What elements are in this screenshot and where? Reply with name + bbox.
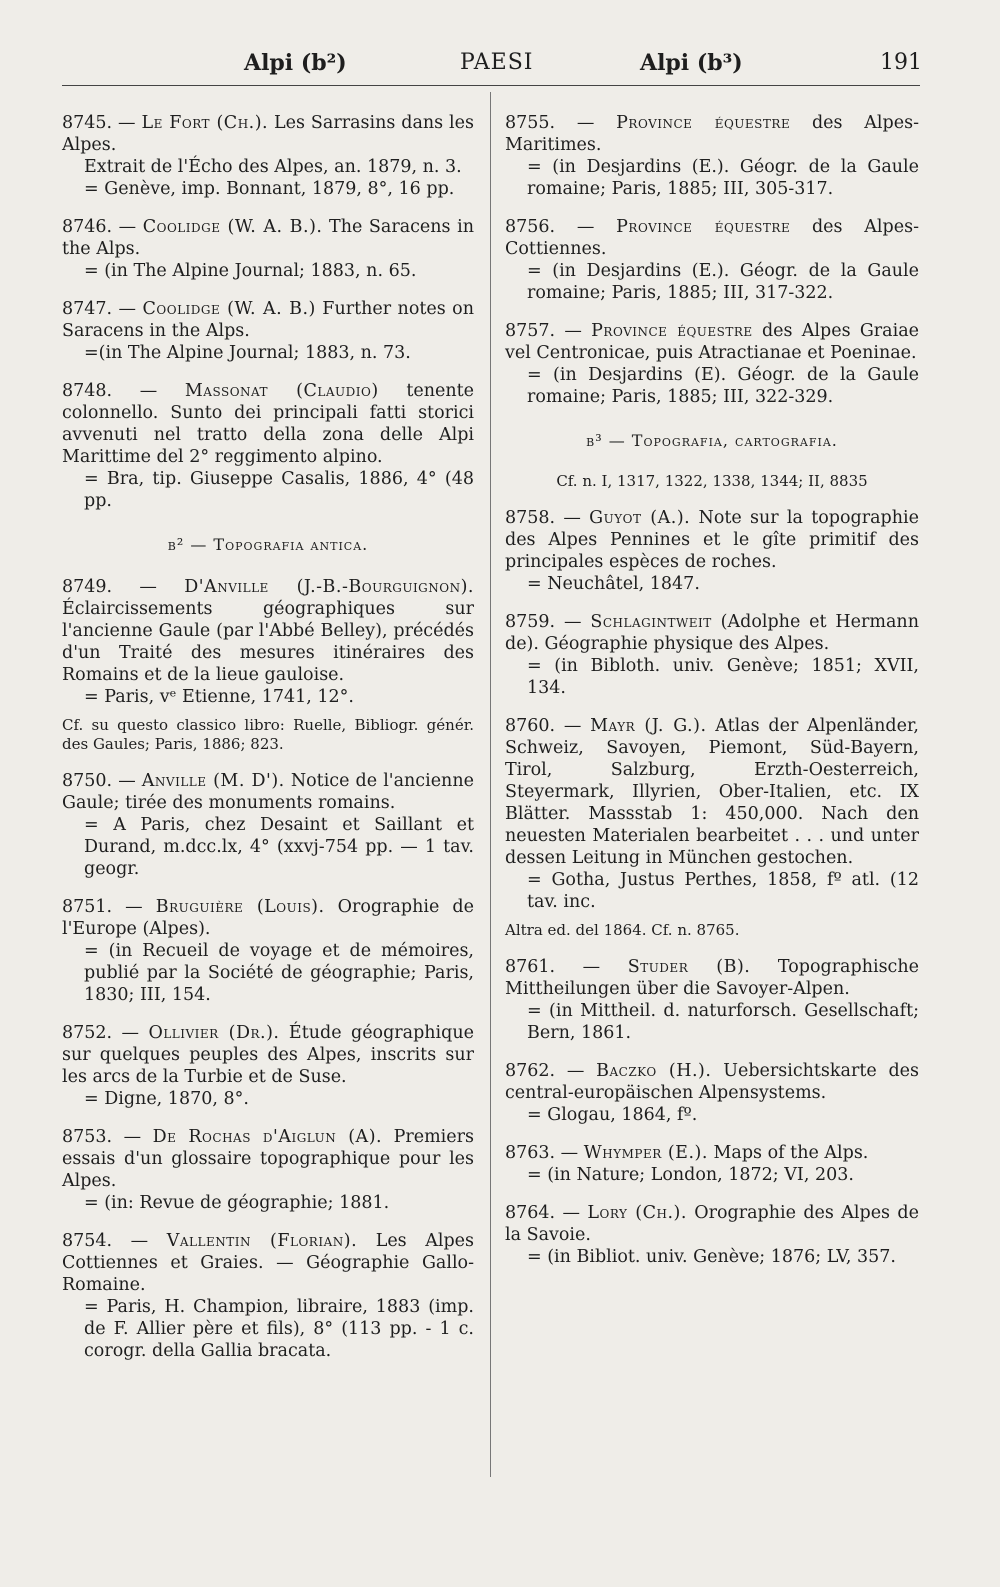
bibliography-entry <box>505 1060 919 1126</box>
entry-number: 8755. <box>505 113 556 133</box>
entry-number: 8749. <box>62 577 113 597</box>
entry-body: 8753. — De Rochas d'Aiglun (A). Premiers essais d'un glossaire topographique pour les Alpes. <box>62 1127 474 1191</box>
bibliography-entry <box>505 216 919 304</box>
entry-imprint: = (in Desjardins (E). Géogr. de la Gaule romaine; Paris, 1885; III, 322-329. <box>527 365 919 407</box>
entry-body: 8746. — Coolidge (W. A. B.). The Saracens in the Alps. <box>62 217 474 259</box>
entry-author: Province équestre <box>616 113 791 133</box>
entry-title: Les Sarrasins dans les Alpes. <box>62 113 474 155</box>
entry-author: Anville (M. D'). <box>141 771 285 791</box>
entry-title: Premiers essais d'un glossaire topographique pour les Alpes. <box>62 1127 474 1191</box>
bibliography-entry <box>62 576 474 754</box>
bibliography-entry <box>62 1022 474 1110</box>
entry-number: 8763. <box>505 1143 556 1163</box>
header-left: Alpi (b²) <box>244 50 347 76</box>
entry-author: Province équestre <box>591 321 753 341</box>
entry-author: Massonat (Claudio) <box>184 381 379 401</box>
entry-title: Maps of the Alps. <box>713 1143 869 1163</box>
entry-title: Note sur la topographie des Alpes Pennines et le gîte primitif des principales espèces de roches. <box>505 508 919 572</box>
entry-title: Further notes on Saracens in the Alps. <box>62 299 474 341</box>
entry-body: 8745. — Le Fort (Ch.). Les Sarrasins dans les Alpes. <box>62 113 474 155</box>
section-b3-crossref: Cf. n. I, 1317, 1322, 1338, 1344; II, 8835 <box>556 472 868 490</box>
entry-author: Coolidge (W. A. B.). <box>142 217 323 237</box>
entry-title: tenente colonnello. Sunto dei principali fatti storici avvenuti nel tratto della zona delle Alpi Marittime del 2° reggimento alpino. <box>62 381 474 467</box>
entry-author: Lory (Ch.). <box>587 1203 687 1223</box>
left-column <box>62 112 474 1378</box>
entry-title: Topographische Mittheilungen über die Savoyer-Alpen. <box>505 957 919 999</box>
bibliography-entry <box>62 380 474 512</box>
entry-title: Étude géographique sur quelques peuples des Alpes, inscrits sur les arcs de la Turbie et de Suse. <box>62 1023 474 1087</box>
entry-title: Orographie des Alpes de la Savoie. <box>505 1203 919 1245</box>
entry-imprint: = (in Recueil de voyage et de mémoires, publié par la Société de géographie; Paris, 1830; III, 154. <box>84 941 474 1005</box>
entry-imprint: = (in Nature; London, 1872; VI, 203. <box>527 1165 854 1185</box>
entry-imprint: = Bra, tip. Giuseppe Casalis, 1886, 4° (48 pp. <box>84 469 474 511</box>
entry-imprint: = (in The Alpine Journal; 1883, n. 65. <box>84 261 417 281</box>
entry-note: Cf. su questo classico libro: Ruelle, Bibliogr. génér. des Gaules; Paris, 1886; 823. <box>62 716 474 753</box>
entry-number: 8764. <box>505 1203 556 1223</box>
bibliography-entry <box>505 1202 919 1268</box>
entry-number: 8760. <box>505 716 556 736</box>
entry-number: 8745. <box>62 113 113 133</box>
entry-author: Mayr (J. G.). <box>590 716 707 736</box>
entry-body: 8756. — Province équestre des Alpes-Cottiennes. <box>505 217 919 259</box>
entry-imprint: =(in The Alpine Journal; 1883, n. 73. <box>84 343 411 363</box>
entry-number: 8756. <box>505 217 556 237</box>
entry-title: The Saracens in the Alps. <box>62 217 474 259</box>
entry-body: 8764. — Lory (Ch.). Orographie des Alpes de la Savoie. <box>505 1203 919 1245</box>
entry-imprint: = (in Desjardins (E.). Géogr. de la Gaule romaine; Paris, 1885; III, 305-317. <box>527 157 919 199</box>
bibliography-entry <box>62 1126 474 1214</box>
entry-author: D'Anville (J.-B.-Bourguignon). <box>184 577 474 597</box>
entry-author: Coolidge (W. A. B.) <box>142 299 316 319</box>
entry-imprint: = A Paris, chez Desaint et Saillant et Durand, m.dcc.lx, 4° (xxvj-754 pp. — 1 tav. geogr. <box>84 815 474 879</box>
entry-imprint: = (in: Revue de géographie; 1881. <box>84 1193 390 1213</box>
entry-imprint: = Neuchâtel, 1847. <box>527 574 700 594</box>
bibliography-entry <box>62 216 474 282</box>
entry-title: des Alpes-Cottiennes. <box>505 217 919 259</box>
bibliography-entry <box>62 896 474 1006</box>
column-divider <box>490 92 491 1477</box>
entry-body: 8751. — Bruguière (Louis). Orographie de l'Europe (Alpes). <box>62 897 474 939</box>
entry-imprint: = Digne, 1870, 8°. <box>84 1089 249 1109</box>
header-rule <box>62 85 920 86</box>
entry-title: (Adolphe et Hermann de). Géographie physique des Alpes. <box>505 612 919 654</box>
entry-title: des Alpes Graiae vel Centronicae, puis Atractianae et Poeninae. <box>505 321 919 363</box>
entry-number: 8754. <box>62 1231 113 1251</box>
entry-body: 8761. — Studer (B). Topographische Mittheilungen über die Savoyer-Alpen. <box>505 957 919 999</box>
entry-author: Schlagintweit <box>590 612 712 632</box>
entry-number: 8751. <box>62 897 113 917</box>
entry-author: Whymper (E.). <box>583 1143 708 1163</box>
entry-title: des Alpes-Maritimes. <box>505 113 919 155</box>
entry-title: Éclaircissements géographiques sur l'ancienne Gaule (par l'Abbé Belley), précédés d'un Traité des mesures itinéraires des Romains et de la lieue gauloise. <box>62 599 474 685</box>
entry-imprint: = (in Bibloth. univ. Genève; 1851; XVII, 134. <box>527 656 919 698</box>
entry-number: 8753. <box>62 1127 113 1147</box>
entry-body: 8759. — Schlagintweit (Adolphe et Hermann de). Géographie physique des Alpes. <box>505 612 919 654</box>
entry-number: 8750. <box>62 771 113 791</box>
entry-author: Bruguière (Louis). <box>155 897 325 917</box>
bibliography-entry <box>505 715 919 940</box>
bibliography-entry <box>62 1230 474 1362</box>
bibliography-entry <box>505 507 919 595</box>
entry-number: 8752. <box>62 1023 113 1043</box>
section-heading-b2: b² — Topografia antica. <box>167 535 369 554</box>
entry-body: 8760. — Mayr (J. G.). Atlas der Alpenländer, Schweiz, Savoyen, Piemont, Süd-Bayern, Tirol, Salzburg, Erzth-Oesterreich, Steyermark, Illyrien, Ober-Italien, etc. IX Blätter. Massstab 1: 450,000. Nach den neuesten Materialen bearbeitet . . . und unter dessen Leitung in München gestochen. <box>505 716 919 868</box>
bibliography-entry <box>62 112 474 200</box>
entry-imprint: Extrait de l'Écho des Alpes, an. 1879, n. 3. <box>84 157 462 177</box>
entry-body: 8754. — Vallentin (Florian). Les Alpes Cottiennes et Graies. — Géographie Gallo-Romaine. <box>62 1231 474 1295</box>
entry-imprint: = (in Bibliot. univ. Genève; 1876; LV, 357. <box>527 1247 896 1267</box>
entry-author: Guyot (A.). <box>589 508 691 528</box>
right-column <box>505 112 919 1284</box>
entry-imprint: = Glogau, 1864, fº. <box>527 1105 698 1125</box>
entry-body: 8763. — Whymper (E.). Maps of the Alps. <box>505 1143 869 1163</box>
entry-author: Baczko (H.). <box>596 1061 712 1081</box>
entry-title: Orographie de l'Europe (Alpes). <box>62 897 474 939</box>
entry-body: 8750. — Anville (M. D'). Notice de l'ancienne Gaule; tirée des monuments romains. <box>62 771 474 813</box>
entry-imprint: = Genève, imp. Bonnant, 1879, 8°, 16 pp. <box>84 179 455 199</box>
entry-number: 8746. <box>62 217 113 237</box>
entry-imprint: = Gotha, Justus Perthes, 1858, fº atl. (12 tav. inc. <box>527 870 919 912</box>
entry-author: Vallentin (Florian). <box>166 1231 358 1251</box>
entry-body: 8762. — Baczko (H.). Uebersichtskarte des central-europäischen Alpensystems. <box>505 1061 919 1103</box>
entry-author: Province équestre <box>616 217 791 237</box>
entry-body: 8747. — Coolidge (W. A. B.) Further notes on Saracens in the Alps. <box>62 299 474 341</box>
entry-body: 8752. — Ollivier (Dr.). Étude géographique sur quelques peuples des Alpes, inscrits sur les arcs de la Turbie et de Suse. <box>62 1023 474 1087</box>
entry-title: Notice de l'ancienne Gaule; tirée des monuments romains. <box>62 771 474 813</box>
page-number: 191 <box>880 50 922 75</box>
bibliography-entry <box>62 298 474 364</box>
bibliography-entry <box>505 320 919 408</box>
header-center: PAESI <box>460 50 534 75</box>
entry-number: 8747. <box>62 299 113 319</box>
entry-imprint: = Paris, vᵉ Etienne, 1741, 12°. <box>84 687 354 707</box>
entry-imprint: = (in Desjardins (E.). Géogr. de la Gaule romaine; Paris, 1885; III, 317-322. <box>527 261 919 303</box>
section-heading-b3: b³ — Topografia, cartografia. <box>586 431 838 450</box>
entry-number: 8762. <box>505 1061 556 1081</box>
bibliography-entry <box>505 112 919 200</box>
entry-author: Studer (B). <box>627 957 751 977</box>
entry-number: 8759. <box>505 612 556 632</box>
entry-number: 8761. <box>505 957 556 977</box>
entry-body: 8757. — Province équestre des Alpes Graiae vel Centronicae, puis Atractianae et Poeninae. <box>505 321 919 363</box>
header-right: Alpi (b³) <box>640 50 743 76</box>
entry-body: 8758. — Guyot (A.). Note sur la topographie des Alpes Pennines et le gîte primitif des principales espèces de roches. <box>505 508 919 572</box>
entry-number: 8757. <box>505 321 556 341</box>
entry-title: Atlas der Alpenländer, Schweiz, Savoyen, Piemont, Süd-Bayern, Tirol, Salzburg, Erzth-Oesterreich, Steyermark, Illyrien, Ober-Italien, etc. IX Blätter. Massstab 1: 450,000. Nach den neuesten Materialen bearbeitet . . . und unter dessen Leitung in München gestochen. <box>505 716 919 868</box>
bibliography-entry <box>505 1142 919 1186</box>
bibliography-entry <box>62 770 474 880</box>
entry-author: Le Fort (Ch.). <box>141 113 269 133</box>
entry-imprint: = Paris, H. Champion, libraire, 1883 (imp. de F. Allier père et fils), 8° (113 pp. - 1 c. corogr. della Gallia bracata. <box>84 1297 474 1361</box>
entry-author: Ollivier (Dr.). <box>148 1023 280 1043</box>
entry-author: De Rochas d'Aiglun (A). <box>152 1127 383 1147</box>
entry-imprint: = (in Mittheil. d. naturforsch. Gesellschaft; Bern, 1861. <box>527 1001 919 1043</box>
entry-body: 8748. — Massonat (Claudio) tenente colonnello. Sunto dei principali fatti storici avvenuti nel tratto della zona delle Alpi Marittime del 2° reggimento alpino. <box>62 381 474 467</box>
entry-body: 8749. — D'Anville (J.-B.-Bourguignon). Éclaircissements géographiques sur l'ancienne Gaule (par l'Abbé Belley), précédés d'un Traité des mesures itinéraires des Romains et de la lieue gauloise. <box>62 577 474 685</box>
running-header <box>60 50 922 84</box>
entry-number: 8748. <box>62 381 113 401</box>
entry-title: Les Alpes Cottiennes et Graies. — Géographie Gallo-Romaine. <box>62 1231 474 1295</box>
entry-number: 8758. <box>505 508 556 528</box>
bibliography-entry <box>505 956 919 1044</box>
entry-body: 8755. — Province équestre des Alpes-Maritimes. <box>505 113 919 155</box>
bibliography-entry <box>505 611 919 699</box>
entry-note: Altra ed. del 1864. Cf. n. 8765. <box>505 921 740 939</box>
entry-title: Uebersichtskarte des central-europäischen Alpensystems. <box>505 1061 919 1103</box>
